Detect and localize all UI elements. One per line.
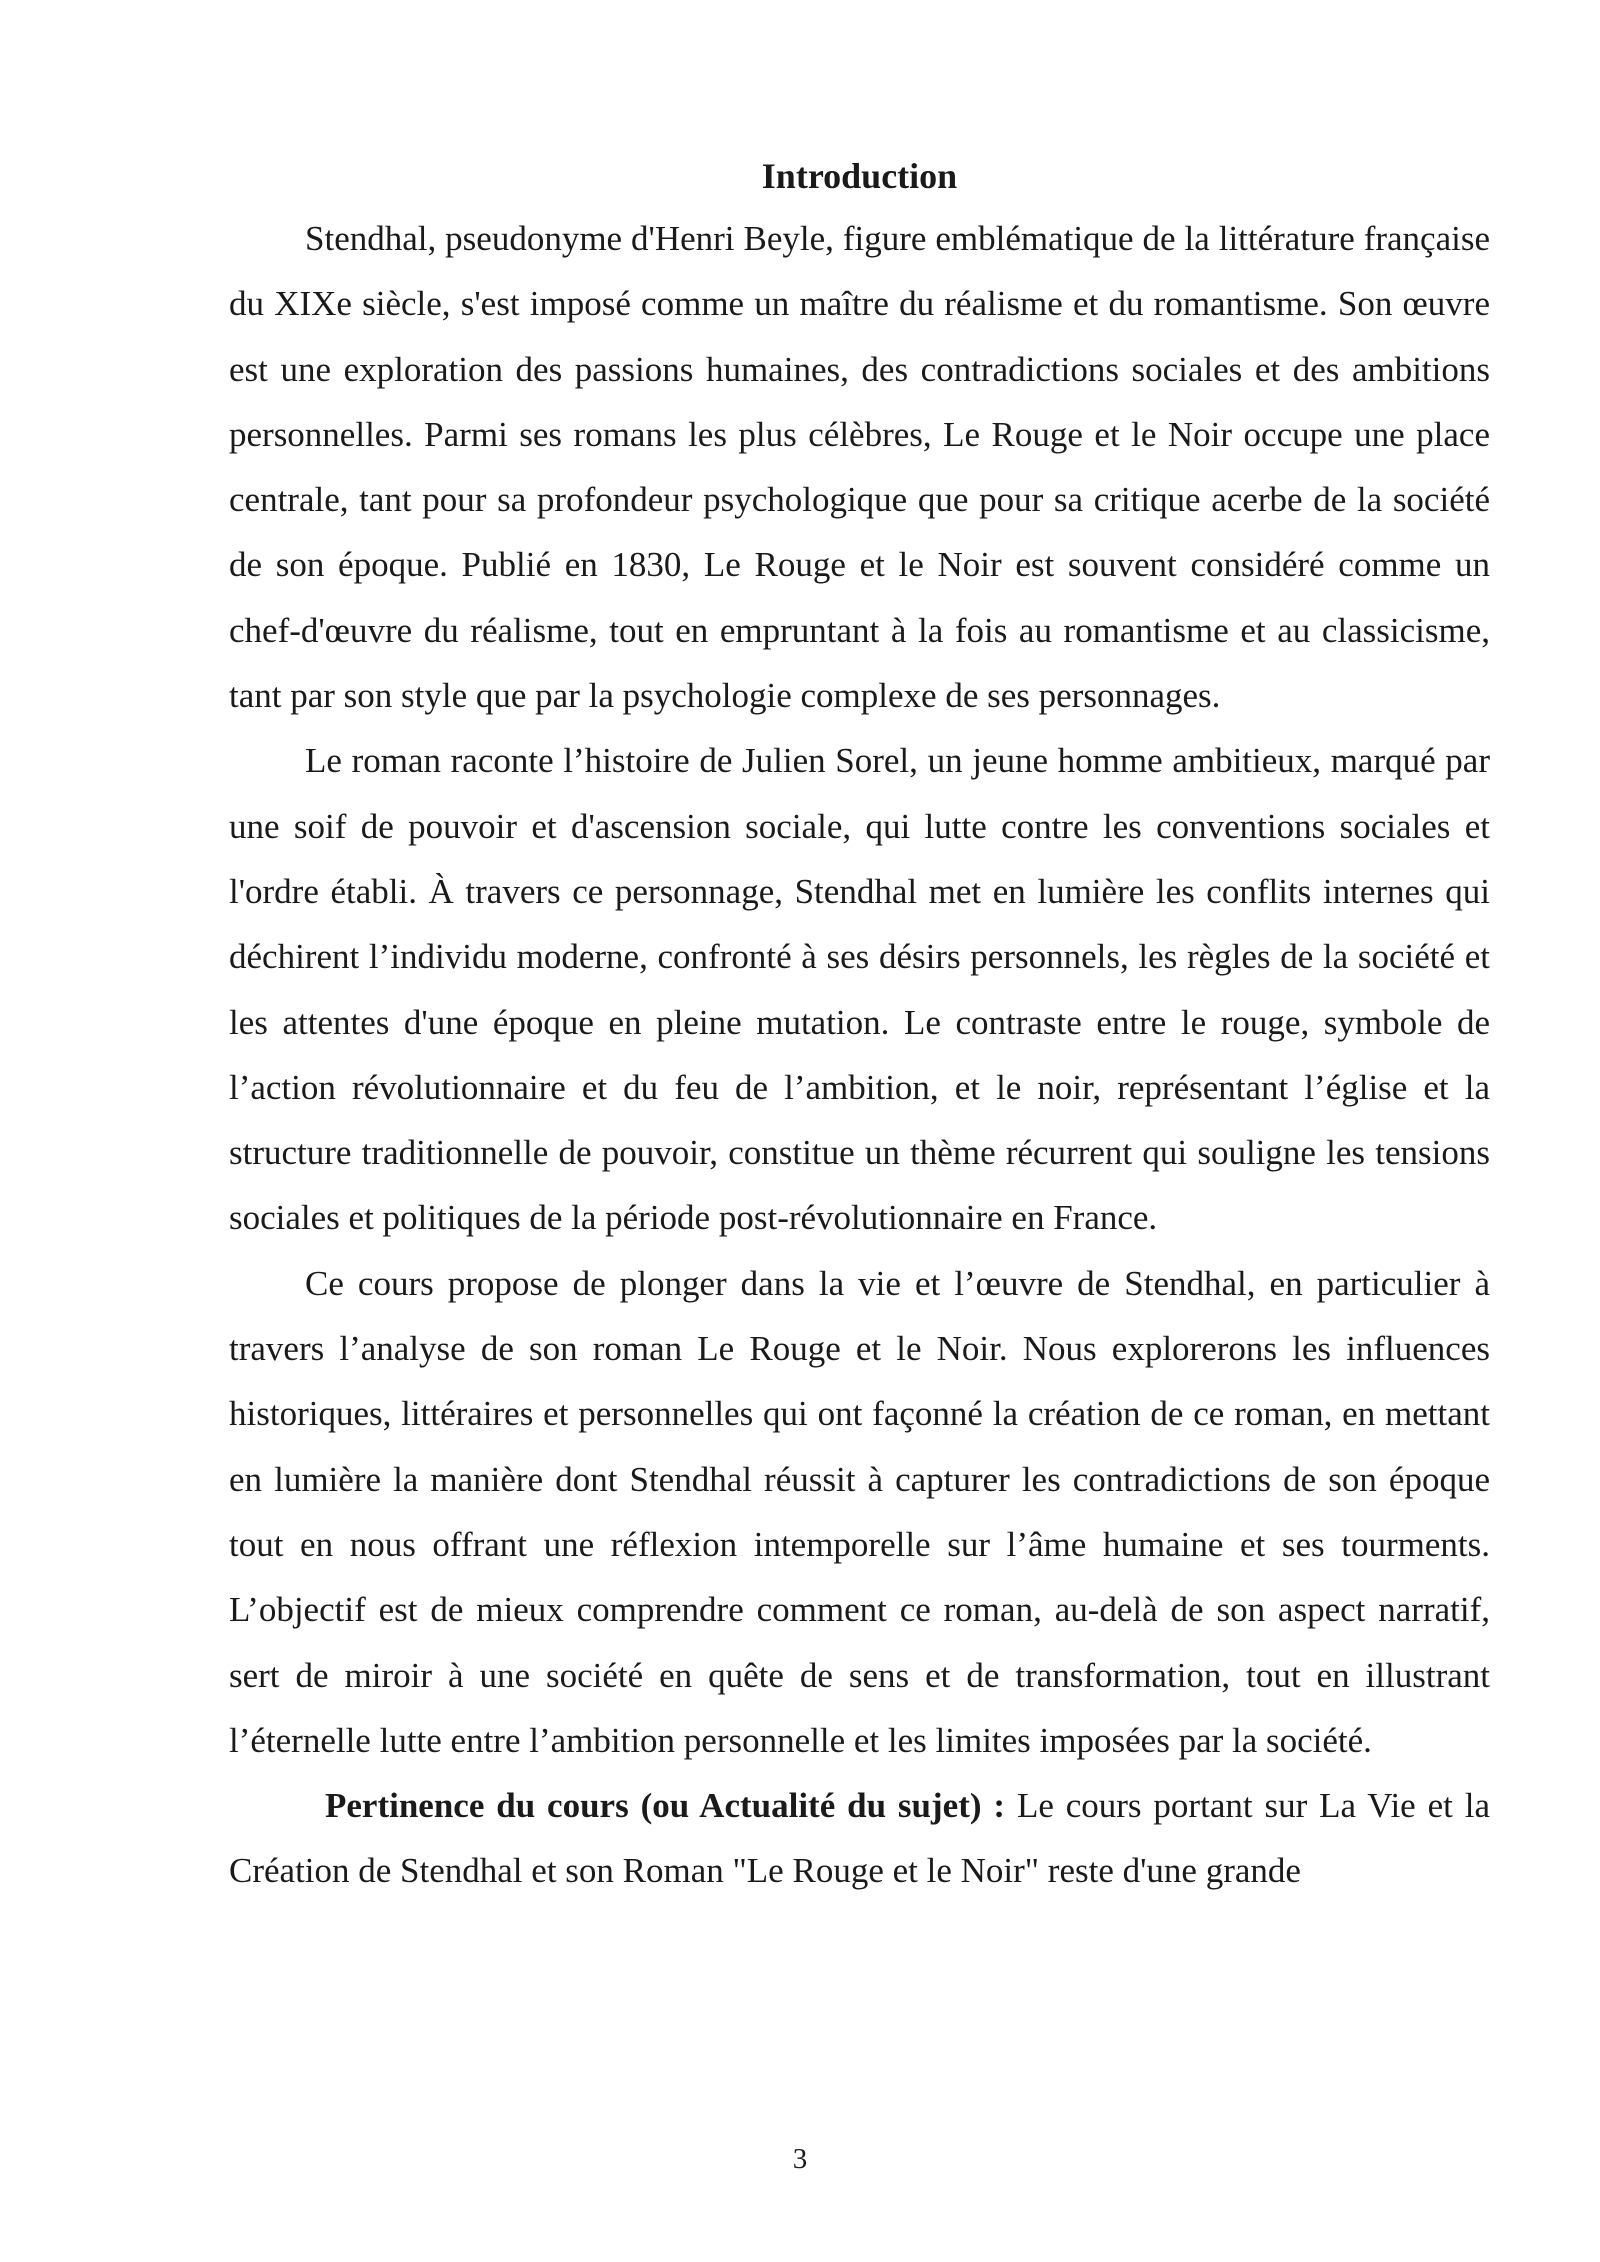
intro-paragraph-2: Le roman raconte l’histoire de Julien Sorel, un jeune homme ambitieux, marqué par une soif de pouvoir et d'ascension sociale, qui lutte contre les conventions sociales et l'ordre établi. À travers ce personnage, Stendhal met en lumière les conflits internes qui déchirent l’individu moderne, confronté à ses désirs personnels, les règles de la société et les attentes d'une époque en pleine mutation. Le contraste entre le rouge, symbole de l’action révolutionnaire et du feu de l’ambition, et le noir, représentant l’église et la structure traditionnelle de pouvoir, constitue un thème récurrent qui souligne les tensions sociales et politiques de la période post-révolutionnaire en France.	[229, 741, 1490, 1238]
page-number: 3	[792, 2143, 808, 2175]
pertinence-text: Le cours portant sur La Vie et la Création de Stendhal et son Roman "Le Rouge et le Noir" reste d'une grande	[229, 1786, 1490, 1891]
pertinence-heading: Pertinence du cours (ou Actualité du sujet) :	[325, 1786, 1006, 1826]
page-body	[229, 146, 1490, 1904]
section-title: Introduction	[761, 156, 958, 196]
intro-paragraph-1: Stendhal, pseudonyme d'Henri Beyle, figure emblématique de la littérature française du XIXe siècle, s'est imposé comme un maître du réalisme et du romantisme. Son œuvre est une exploration des passions humaines, des contradictions sociales et des ambitions personnelles. Parmi ses romans les plus célèbres, Le Rouge et le Noir occupe une place centrale, tant pour sa profondeur psychologique que pour sa critique acerbe de la société de son époque. Publié en 1830, Le Rouge et le Noir est souvent considéré comme un chef-d'œuvre du réalisme, tout en empruntant à la fois au romantisme et au classicisme, tant par son style que par la psychologie complexe de ses personnages.	[229, 219, 1490, 716]
pertinence-paragraph	[229, 1773, 1490, 1904]
intro-paragraph-3: Ce cours propose de plonger dans la vie et l’œuvre de Stendhal, en particulier à travers l’analyse de son roman Le Rouge et le Noir. Nous explorerons les influences historiques, littéraires et personnelles qui ont façonné la création de ce roman, en mettant en lumière la manière dont Stendhal réussit à capturer les contradictions de son époque tout en nous offrant une réflexion intemporelle sur l’âme humaine et ses tourments. L’objectif est de mieux comprendre comment ce roman, au-delà de son aspect narratif, sert de miroir à une société en quête de sens et de transformation, tout en illustrant l’éternelle lutte entre l’ambition personnelle et les limites imposées par la société.	[229, 1263, 1490, 1760]
